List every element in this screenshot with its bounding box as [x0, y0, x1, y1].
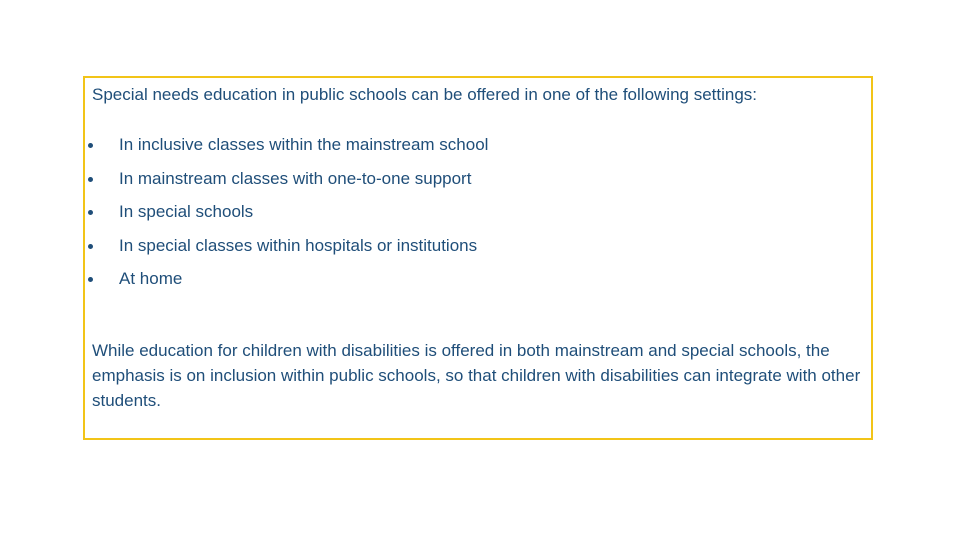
bullet-icon — [88, 143, 93, 148]
bullet-icon — [88, 177, 93, 182]
list-item-label: In inclusive classes within the mainstream school — [119, 135, 489, 154]
closing-paragraph: While education for children with disabilities is offered in both mainstream and special schools, the emphasis is on inclusion within public schools, so that children with disabilities can integrate with other students. — [92, 341, 861, 410]
list-item-label: In special classes within hospitals or institutions — [119, 235, 478, 255]
list-item-label: In mainstream classes with one-to-one support — [119, 168, 472, 188]
list-item-label: At home — [119, 269, 183, 289]
bullet-icon — [88, 244, 93, 249]
list-item-label: In special schools — [119, 202, 254, 222]
bullet-icon — [88, 210, 93, 215]
bullet-icon — [88, 277, 93, 282]
intro-text: Special needs education in public schools can be offered in one of the following settings: — [92, 85, 758, 104]
content-box — [83, 76, 873, 440]
